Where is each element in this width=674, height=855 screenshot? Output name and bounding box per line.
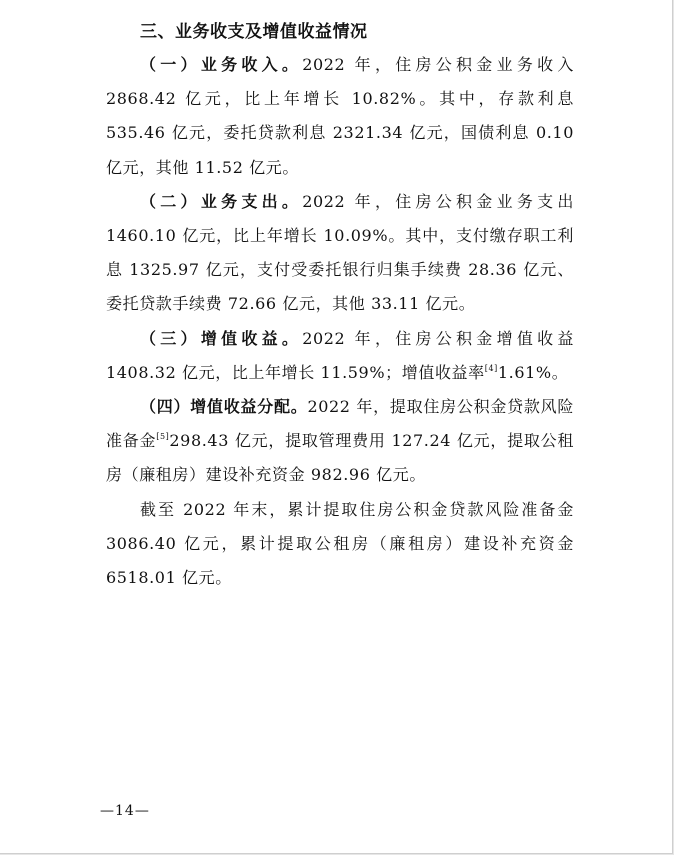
paragraph-lead: （三）增值收益。: [140, 328, 303, 348]
paragraph-text: 2022 年，住房公积金业务支出 1460.10 亿元，比上年增长 10.09%。其中，支付缴存职工利息 1325.97 亿元，支付受委托银行归集手续费 28.36 亿元、委托贷款手续费 72.66 亿元，其他 33.11 亿元。: [106, 191, 574, 314]
paragraph-text: 1.61%。: [497, 362, 569, 382]
paragraph-text: 2022 年，住房公积金增值收益 1408.32 亿元，比上年增长 11.59%；增值收益率: [106, 328, 574, 382]
page-content: [106, 16, 574, 595]
paragraph-lead: （一）业务收入。: [140, 55, 303, 74]
page-number: —14—: [100, 803, 150, 819]
paragraph-business-expense: [106, 185, 574, 322]
paragraph-lead: （二）业务支出。: [140, 191, 303, 211]
paragraph-lead: （四）增值收益分配。: [140, 397, 308, 417]
paragraph-text: 298.43 亿元，提取管理费用 127.24 亿元，提取公租房（廉租房）建设补充资金 982.96 亿元。: [106, 431, 574, 485]
paragraph-value-added-distribution: [106, 390, 574, 493]
paragraph-value-added-income: [106, 322, 574, 390]
paragraph-business-income: [106, 48, 574, 185]
paragraph-text: 2022 年，住房公积金业务收入 2868.42 亿元，比上年增长 10.82%。其中，存款利息 535.46 亿元，委托贷款利息 2321.34 亿元，国债利息 0.10 亿元，其他 11.52 亿元。: [106, 55, 574, 177]
paragraph-cumulative-extraction: [106, 493, 574, 596]
paragraph-text: 2022 年，提取住房公积金贷款风险准备金: [106, 397, 574, 451]
footnote-reference[interactable]: [5]: [156, 432, 170, 442]
paragraph-text: 截至 2022 年末，累计提取住房公积金贷款风险准备金 3086.40 亿元，累计提取公租房（廉租房）建设补充资金 6518.01 亿元。: [106, 499, 574, 588]
section-heading: 三、业务收支及增值收益情况: [140, 22, 368, 42]
footnote-reference[interactable]: [4]: [484, 363, 498, 373]
